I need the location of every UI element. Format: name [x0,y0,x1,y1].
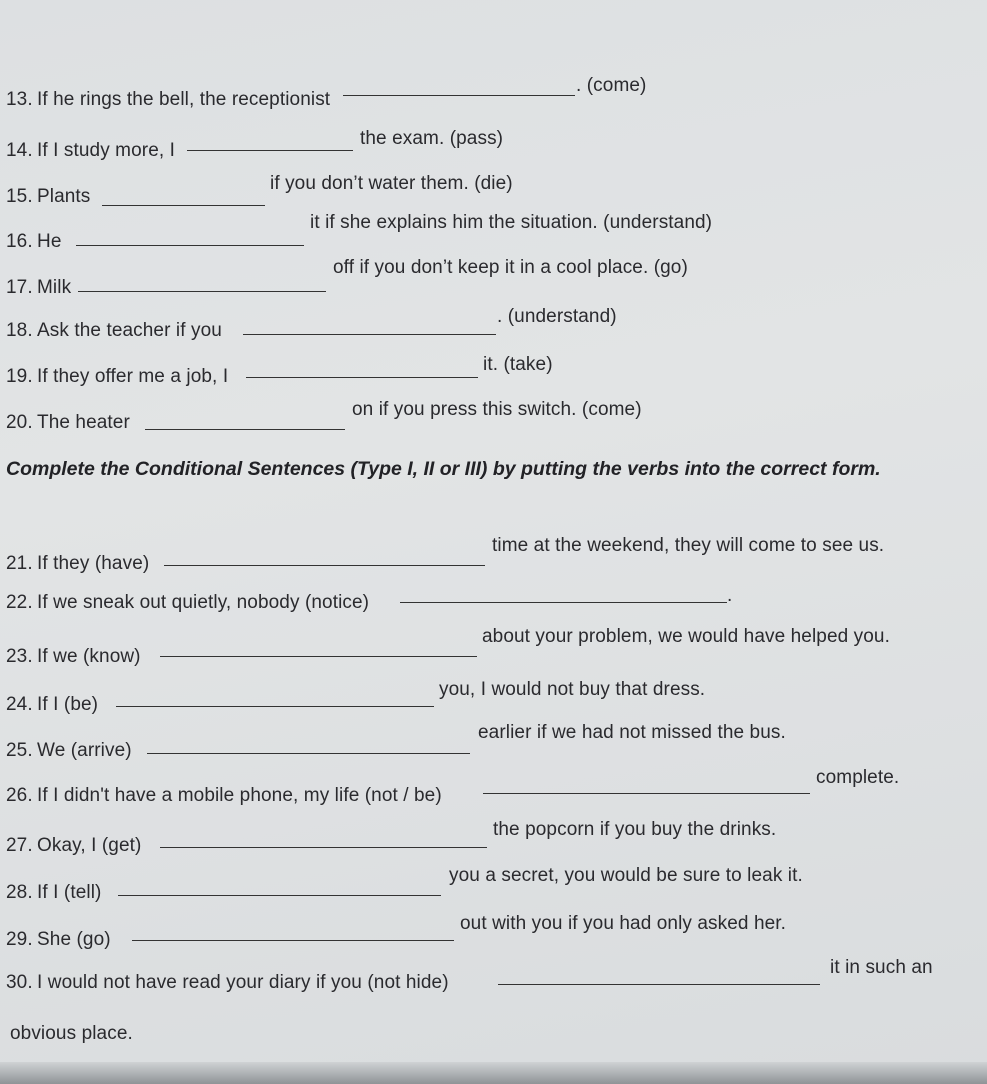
answer-blank[interactable] [483,793,810,794]
exercise-20 [0,399,987,452]
answer-blank[interactable] [132,940,454,941]
answer-blank[interactable] [243,334,496,335]
sentence-start: He [37,231,62,252]
sentence-start: If I study more, I [37,140,176,161]
exercise-number: 19. [6,366,33,387]
sentence-start: We (arrive) [37,740,132,761]
exercise-number: 17. [6,277,33,298]
sentence-end: it if she explains him the situation. (understand) [310,212,713,233]
answer-blank[interactable] [400,602,727,603]
answer-blank[interactable] [246,377,478,378]
sentence-end: . [727,585,733,606]
sentence-start: Milk [37,277,72,298]
exercise-number: 13. [6,89,33,110]
exercise-30-continuation [0,1021,987,1061]
exercise-number: 27. [6,835,33,856]
section-instruction: Complete the Conditional Sentences (Type I, II or III) by putting the verbs into the correct form. [6,458,881,480]
exercise-number: 14. [6,140,33,161]
sentence-start: If they offer me a job, I [37,366,229,387]
sentence-start: If they (have) [37,553,150,574]
sentence-start: If I (be) [37,694,99,715]
answer-blank[interactable] [498,984,820,985]
answer-blank[interactable] [147,753,470,754]
exercise-number: 18. [6,320,33,341]
sentence-end: . (come) [576,75,647,96]
answer-blank[interactable] [164,565,485,566]
sentence-end: about your problem, we would have helped you. [482,626,890,647]
sentence-start: If I didn't have a mobile phone, my life (not / be) [37,785,442,806]
answer-blank[interactable] [118,895,441,896]
sentence-start: The heater [37,412,130,433]
sentence-end: . (understand) [497,306,617,327]
answer-blank[interactable] [116,706,434,707]
sentence-end: it in such an [830,957,933,978]
sentence-start: If I (tell) [37,882,102,903]
sentence-start: If we sneak out quietly, nobody (notice) [37,592,370,613]
sentence-start: Ask the teacher if you [37,320,222,341]
continuation-text: obvious place. [10,1023,133,1044]
sentence-start: If he rings the bell, the receptionist [37,89,331,110]
page-bottom-edge [0,1062,987,1084]
exercise-number: 21. [6,553,33,574]
answer-blank[interactable] [187,150,353,151]
answer-blank[interactable] [145,429,345,430]
sentence-start: I would not have read your diary if you (not hide) [37,972,449,993]
sentence-start: Plants [37,186,91,207]
exercise-number: 24. [6,694,33,715]
exercise-17 [0,257,987,317]
exercise-14 [0,128,987,178]
exercise-number: 26. [6,785,33,806]
sentence-end: you a secret, you would be sure to leak it. [449,865,803,886]
exercise-number: 22. [6,592,33,613]
sentence-start: Okay, I (get) [37,835,142,856]
exercise-number: 30. [6,972,33,993]
sentence-end: earlier if we had not missed the bus. [478,722,786,743]
answer-blank[interactable] [343,95,575,96]
exercise-21 [0,535,987,593]
sentence-end: complete. [816,767,900,788]
exercise-number: 29. [6,929,33,950]
answer-blank[interactable] [76,245,304,246]
exercise-number: 16. [6,231,33,252]
sentence-end: the exam. (pass) [360,128,504,149]
answer-blank[interactable] [160,847,487,848]
sentence-end: if you don’t water them. (die) [270,173,513,194]
sentence-end: time at the weekend, they will come to see us. [492,535,885,556]
answer-blank[interactable] [160,656,477,657]
exercise-30 [0,957,987,1012]
sentence-end: it. (take) [483,354,553,375]
sentence-start: She (go) [37,929,111,950]
sentence-end: off if you don’t keep it in a cool place. (go) [333,257,688,278]
exercise-number: 25. [6,740,33,761]
sentence-end: you, I would not buy that dress. [439,679,706,700]
answer-blank[interactable] [78,291,326,292]
exercise-number: 20. [6,412,33,433]
sentence-end: on if you press this switch. (come) [352,399,642,420]
exercise-number: 15. [6,186,33,207]
sentence-end: the popcorn if you buy the drinks. [493,819,777,840]
exercise-13 [0,75,987,125]
sentence-start: If we (know) [37,646,141,667]
answer-blank[interactable] [102,205,265,206]
exercise-number: 23. [6,646,33,667]
sentence-end: out with you if you had only asked her. [460,913,787,934]
exercise-number: 28. [6,882,33,903]
